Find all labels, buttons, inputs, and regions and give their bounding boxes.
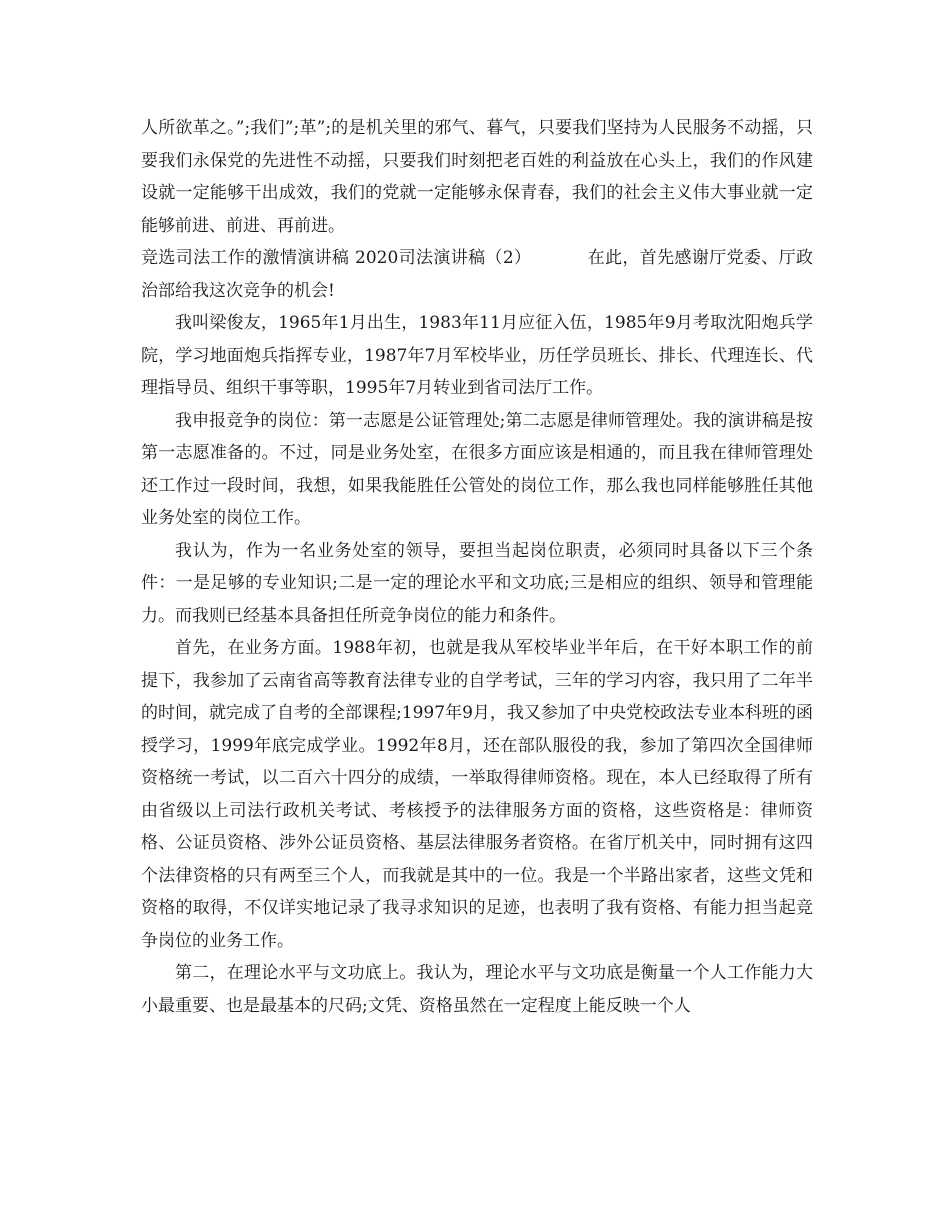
body-paragraph-3: 我认为，作为一名业务处室的领导，要担当起岗位职责，必须同时具备以下三个条件：一是足够的专业知识;二是一定的理论水平和文功底;三是相应的组织、领导和管理能力。而我则已经基本具备担任所竞争岗位的能力和条件。 xyxy=(141,540,813,626)
section-title: 竞选司法工作的激情演讲稿 2020司法演讲稿（2） xyxy=(141,248,532,268)
continuation-paragraph: 人所欲革之。”;我们”;革”;的是机关里的邪气、暮气，只要我们坚持为人民服务不动摇，只要我们永保党的先进性不动摇，只要我们时刻把老百姓的利益放在心头上，我们的作风建设就一定能够干出成效，我们的党就一定能够永保青春，我们的社会主义伟大事业就一定能够前进、前进、再前进。 xyxy=(141,118,813,236)
body-paragraph-1: 我叫梁俊友，1965年1月出生，1983年11月应征入伍，1985年9月考取沈阳炮兵学院，学习地面炮兵指挥专业，1987年7月军校毕业，历任学员班长、排长、代理连长、代理指导员、组织干事等职，1995年7月转业到省司法厅工作。 xyxy=(141,313,813,398)
body-paragraph-2: 我申报竞争的岗位：第一志愿是公证管理处;第二志愿是律师管理处。我的演讲稿是按第一志愿准备的。不过，同是业务处室，在很多方面应该是相通的，而且我在律师管理处还工作过一段时间，我想，如果我能胜任公管处的岗位工作，那么我也同样能够胜任其他业务处室的岗位工作。 xyxy=(141,410,813,528)
body-paragraph-5: 第二，在理论水平与文功底上。我认为，理论水平与文功底是衡量一个人工作能力大小最重要、也是最基本的尺码;文凭、资格虽然在一定程度上能反映一个人 xyxy=(141,963,813,1016)
document-body xyxy=(141,112,813,1022)
body-paragraph-4: 首先，在业务方面。1988年初，也就是我从军校毕业半年后，在干好本职工作的前提下，我参加了云南省高等教育法律专业的自学考试，三年的学习内容，我只用了二年半的时间，就完成了自考的全部课程;1997年9月，我又参加了中央党校政法专业本科班的函授学习，1999年底完成学业。1992年8月，还在部队服役的我，参加了第四次全国律师资格统一考试，以二百六十四分的成绩，一举取得律师资格。现在，本人已经取得了所有由省级以上司法行政机关考试、考核授予的法律服务方面的资格，这些资格是：律师资格、公证员资格、涉外公证员资格、基层法律服务者资格。在省厅机关中，同时拥有这四个法律资格的只有两至三个人，而我就是其中的一位。我是一个半路出家者，这些文凭和资格的取得，不仅详实地记录了我寻求知识的足迹，也表明了我有资格、有能力担当起竞争岗位的业务工作。 xyxy=(141,638,813,951)
section-heading-line xyxy=(141,242,813,307)
section-opening: 在此，首先感谢厅党委、厅政治部给我这次竞争的机会! xyxy=(141,248,814,301)
